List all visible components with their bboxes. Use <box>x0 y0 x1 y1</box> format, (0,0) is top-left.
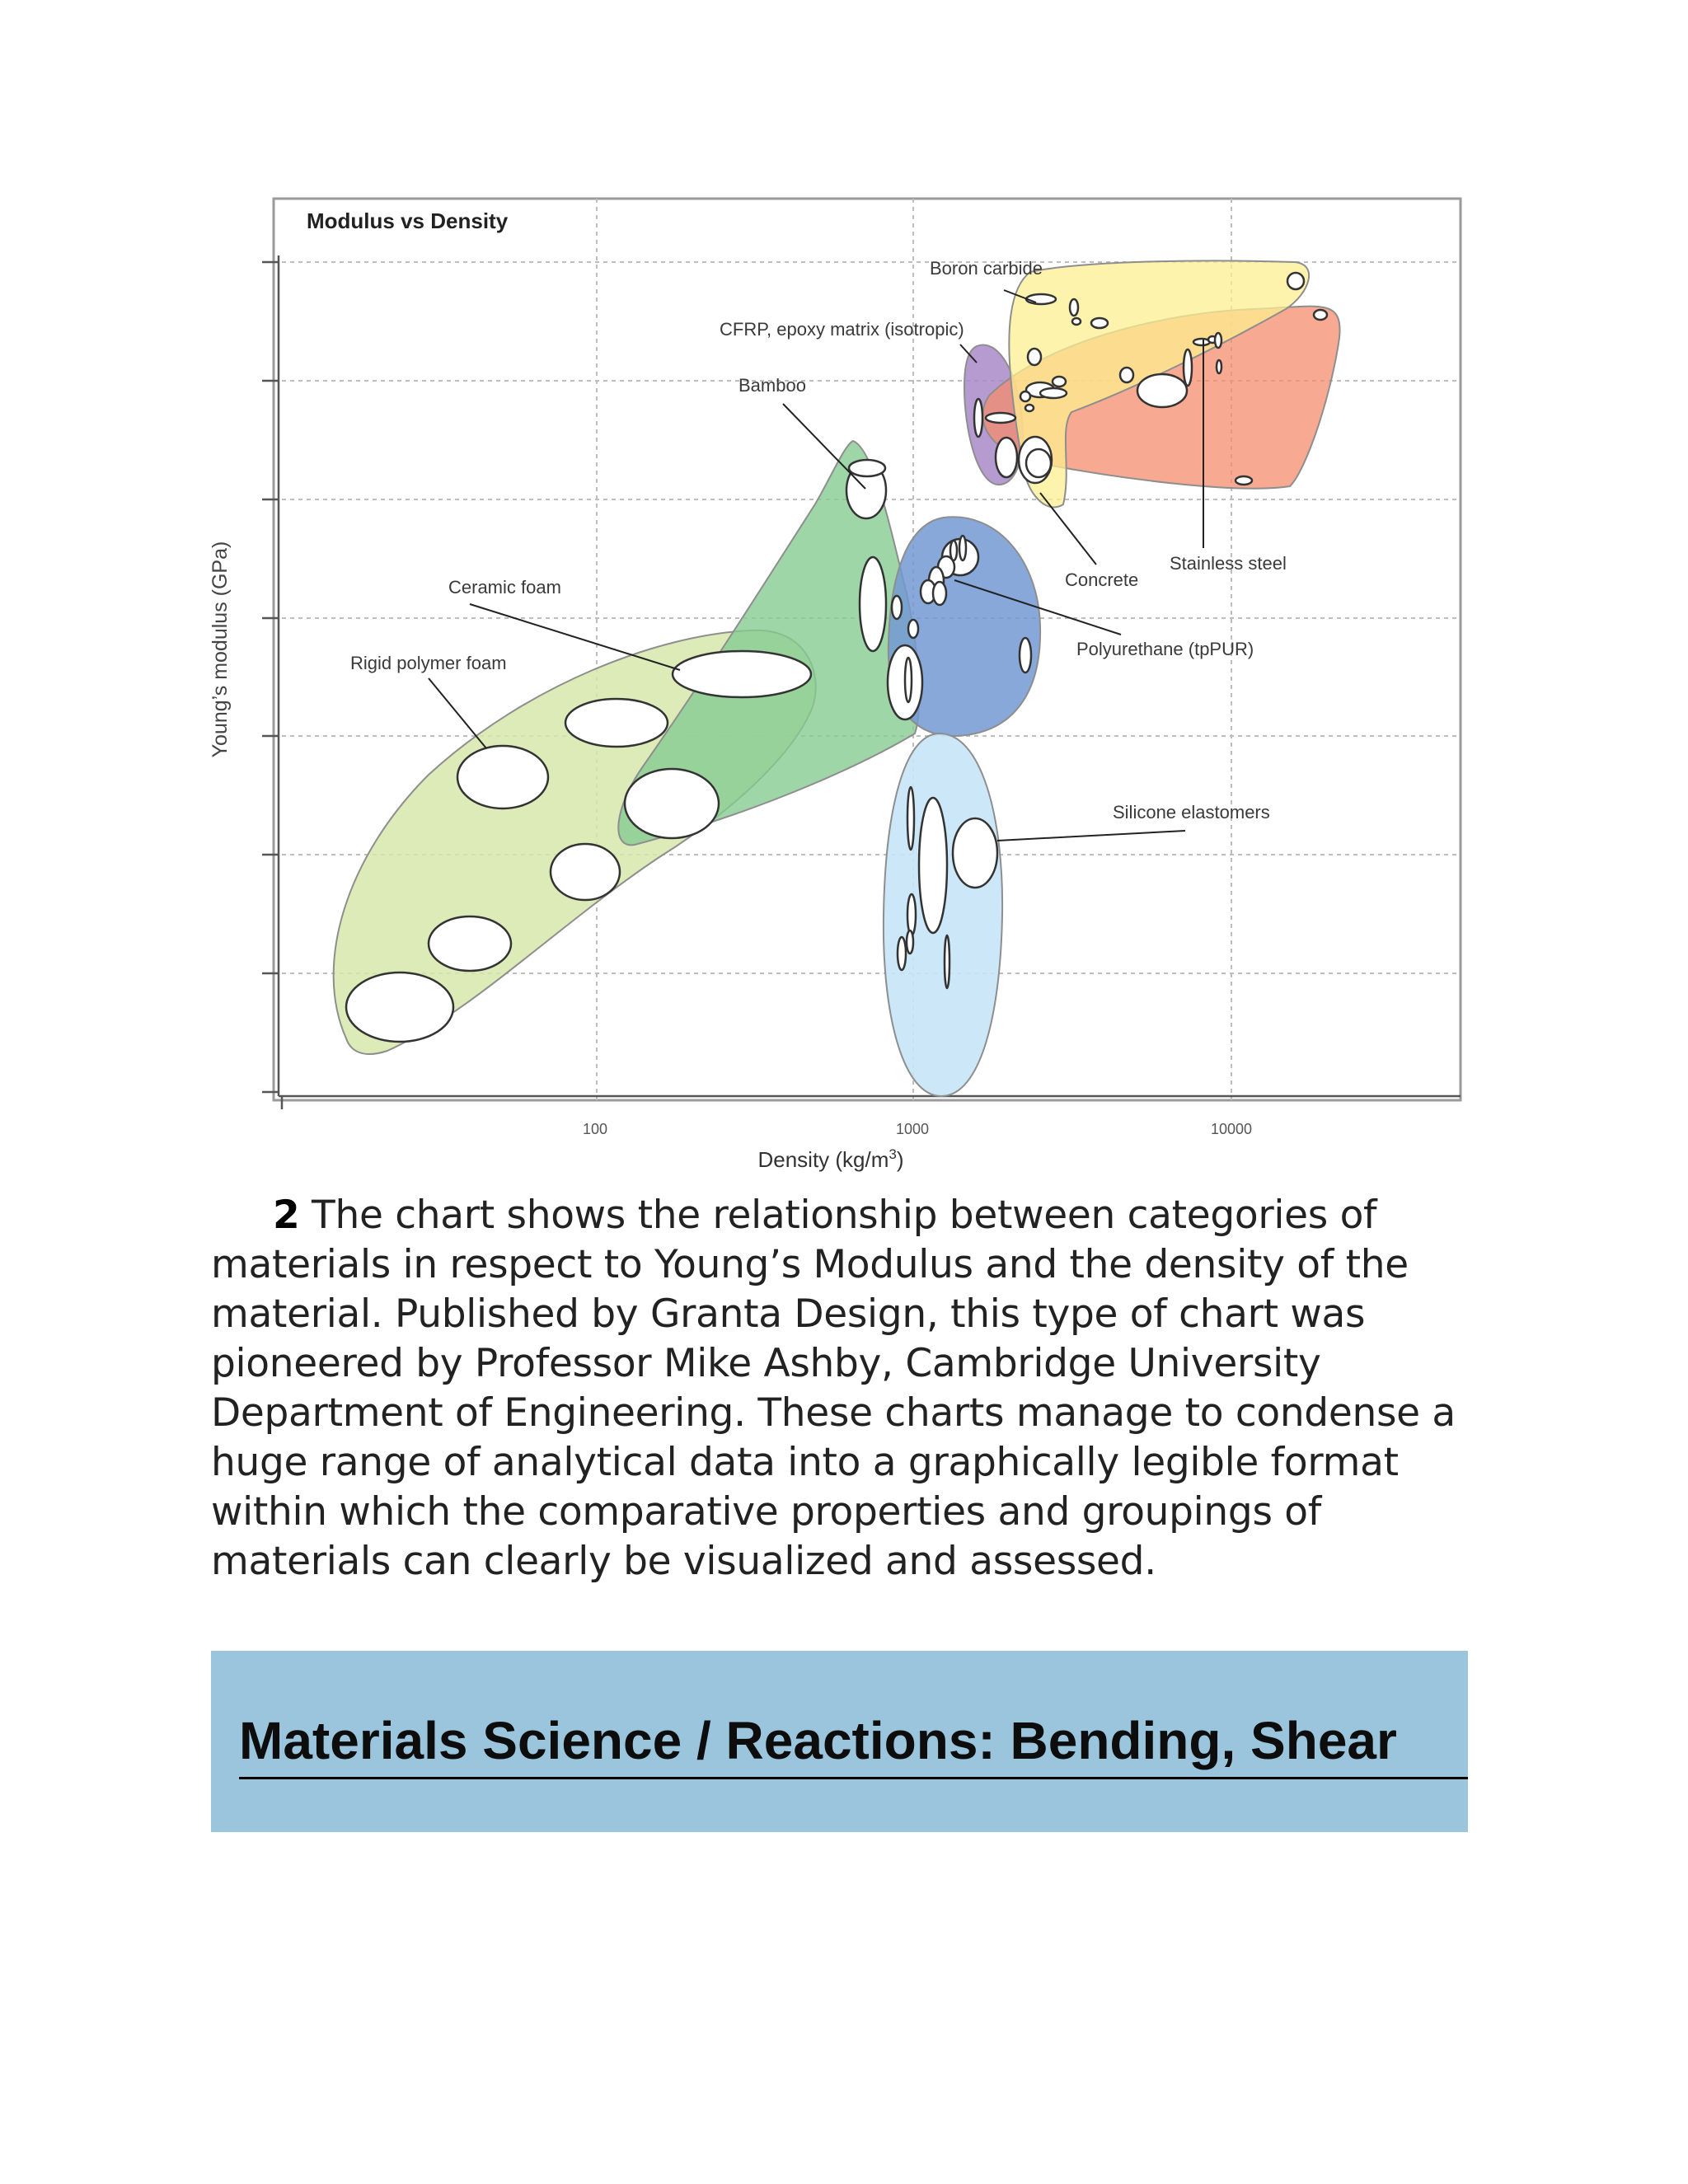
x-axis-title: Density $(kg/m^3)$ <box>757 1146 904 1172</box>
label-boron-carbide: Boron carbide <box>930 258 1043 279</box>
section-title: Materials Science / Reactions: Bending, Shear <box>239 1711 1397 1770</box>
label-rigid-polymer-foam: Rigid polymer foam <box>350 653 507 673</box>
y-axis-title: Young’s modulus (GPa) <box>209 541 232 758</box>
figure-caption <box>211 1191 1464 1586</box>
label-cfrp: CFRP, epoxy matrix (isotropic) <box>720 319 964 340</box>
label-ceramic-foam: Ceramic foam <box>448 577 561 598</box>
chart-title: Modulus vs Density <box>307 209 509 233</box>
x-tick-1000: 1000 <box>895 1121 930 1137</box>
label-bamboo: Bamboo <box>738 375 806 396</box>
section-underline <box>239 1777 1468 1779</box>
label-silicone-elastomers: Silicone elastomers <box>1113 802 1270 823</box>
label-stainless-steel: Stainless steel <box>1170 553 1287 574</box>
label-concrete: Concrete <box>1065 569 1139 590</box>
caption-text: The chart shows the relationship between categories of materials in respect to Young’s Modulus and the density of the material. Published by Granta Design, this type of chart was pioneered by Professor Mike Ashby, Cambridge University Department of Engineering. These charts manage to condense a huge range of analytical data into a graphically legible format within which the comparative properties and groupings of materials can clearly be visualized and assessed. <box>211 1193 1456 1584</box>
section-header-band <box>211 1651 1468 1832</box>
figure-number: 2 <box>273 1193 300 1238</box>
x-tick-labels <box>583 1121 1252 1137</box>
x-tick-100: 100 <box>582 1121 608 1137</box>
x-tick-10000: 10000 <box>1210 1121 1253 1137</box>
label-polyurethane: Polyurethane (tpPUR) <box>1076 639 1254 659</box>
